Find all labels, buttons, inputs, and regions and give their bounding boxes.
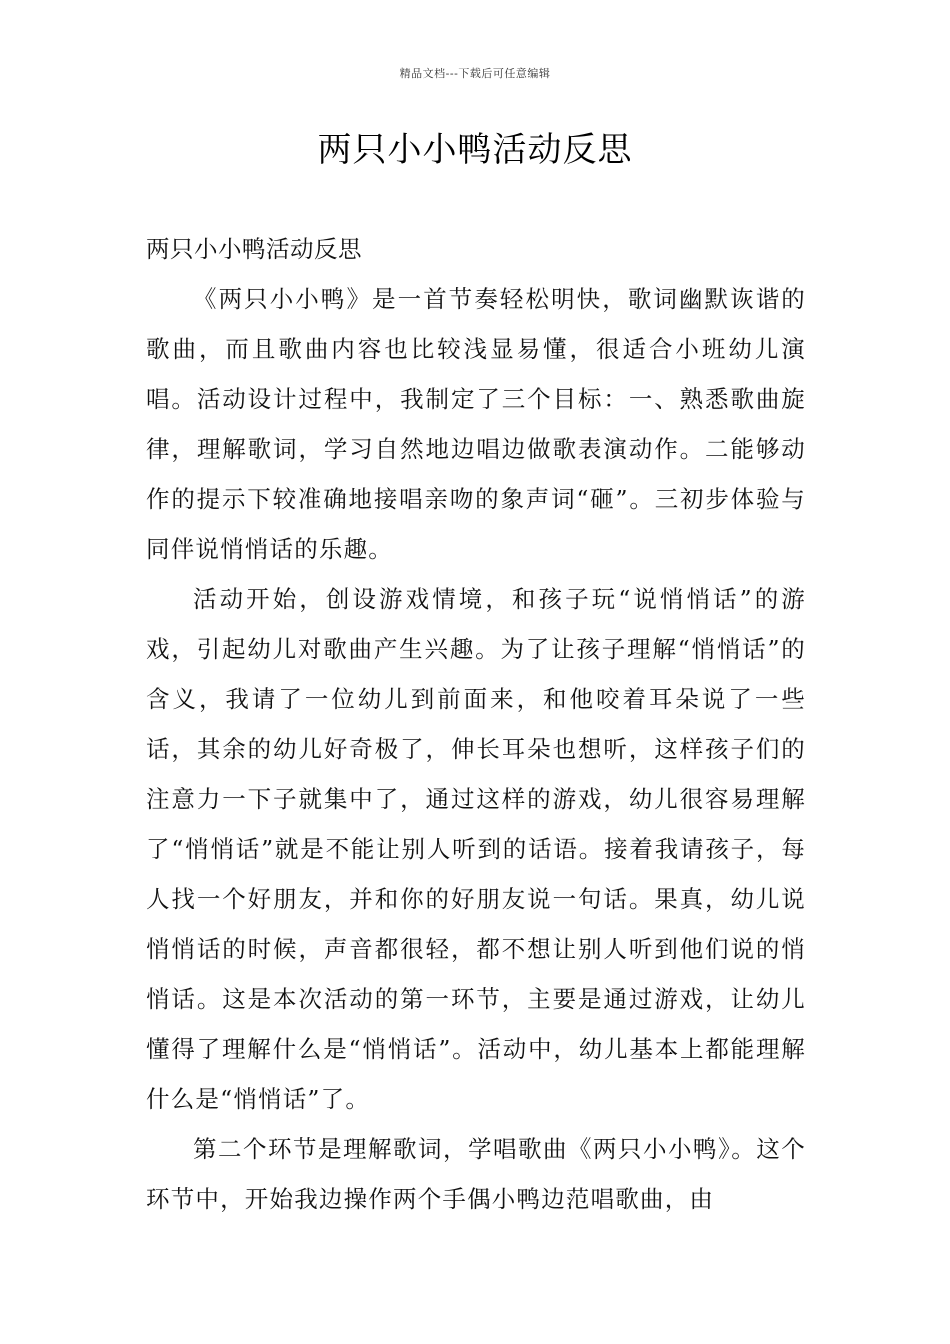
document-title: 两只小小鸭活动反思 [317,130,633,170]
paragraph-intro: 《两只小小鸭》是一首节奏轻松明快，歌词幽默诙谐的歌曲，而且歌曲内容也比较浅显易懂，很适合小班幼儿演唱。活动设计过程中，我制定了三个目标：一、熟悉歌曲旋律，理解歌词，学习自然地边唱边做歌表演动作。二能够动作的提示下较准确地接唱亲吻的象声词“砸”。三初步体验与同伴说悄悄话的乐趣。 [146,285,806,563]
header-note: 精品文档---下载后可任意编辑 [399,67,551,80]
paragraph-activity-start: 活动开始，创设游戏情境，和孩子玩“说悄悄话”的游戏，引起幼儿对歌曲产生兴趣。为了让孩子理解“悄悄话”的含义，我请了一位幼儿到前面来，和他咬着耳朵说了一些话，其余的幼儿好奇极了，伸长耳朵也想听，这样孩子们的注意力一下子就集中了，通过这样的游戏，幼儿很容易理解了“悄悄话”就是不能让别人听到的话语。接着我请孩子，每人找一个好朋友，并和你的好朋友说一句话。果真，幼儿说悄悄话的时候，声音都很轻，都不想让别人听到他们说的悄悄话。这是本次活动的第一环节，主要是通过游戏，让幼儿懂得了理解什么是“悄悄话”。活动中，幼儿基本上都能理解什么是“悄悄话”了。 [146,585,806,1113]
paragraph-second-section: 第二个环节是理解歌词，学唱歌曲《两只小小鸭》。这个环节中，开始我边操作两个手偶小鸭边范唱歌曲，由 [146,1135,806,1213]
document-subtitle: 两只小小鸭活动反思 [146,235,362,263]
document-body [146,224,806,1224]
